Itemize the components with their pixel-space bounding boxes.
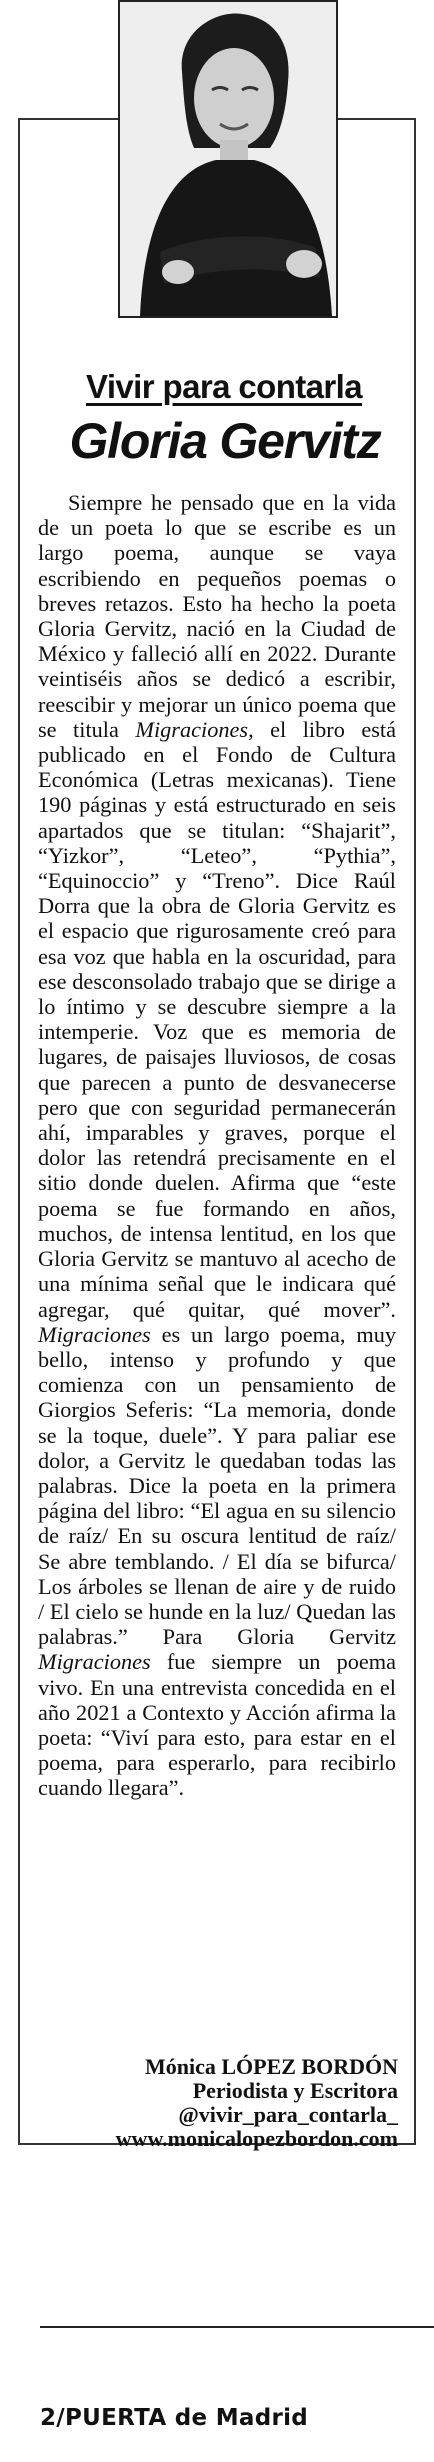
body-text-part: fue siempre un poema vivo. En una entrevista concedida en el año 2021 a Contexto y Acción afirma la poeta: “Viví para esto, para estar en el poema, para esperarlo, para recibirlo cuando llegara”. <box>38 1649 396 1801</box>
book-title: Migraciones <box>38 1321 151 1347</box>
author-website: www.monicalopezbordon.com <box>115 2126 398 2151</box>
body-text-part: , el libro está publicado en el Fondo de Cultura Económica (Letras mexicanas). Tiene 190 páginas y está estructurado en seis apartados que se titulan: “Shajarit”, “Yizkor”, “Leteo”, “Pythia”, “Equinoccio” y “Treno”. Dice Raúl Dorra que la obra de Gloria Gervitz es el espacio que rigurosamente creó para esa voz que habla en la oscuridad, para ese desconsolado trabajo que se dirige a lo íntimo y se descubre siempre a la intemperie. Voz que es memoria de lugares, de paisajes lluviosos, de cosas que parecen a punto de desvanecerse pero que con seguridad permanecerán ahí, imparables y graves, porque el dolor las retendrá precisamente en el sitio donde duelen. Afirma que “este poema se fue formando en años, muchos, de intensa lentitud, en los que Gloria Gervitz se mantuvo al acecho de una mínima señal que le indicara qué agregar, qué quitar, qué mover”. <box>38 716 396 1322</box>
author-name: Mónica LÓPEZ BORDÓN <box>144 2054 398 2079</box>
body-text-part: es un largo poema, muy bello, intenso y profundo y que comienza con un pensamiento de Giorgios Seferis: “La memoria, donde se la toque, duele”. Y para paliar ese dolor, a Gervitz le quedaban todas las palabras. Dice la poeta en la primera página del libro: “El agua en su silencio de raíz/ En su oscura lentitud de raíz/ Se abre temblando. / El día se bifurca/ Los árboles se llenan de aire y de ruido / El cielo se hunde en la luz/ Quedan las palabras.” Para Gloria Gervitz <box>38 1321 396 1650</box>
author-photo <box>118 0 338 318</box>
body-text-part: Siempre he pensado que en la vida de un poeta lo que se escribe es un largo poema, aunque se vaya escribiendo en pequeños poemas o breves retazos. Esto ha hecho la poeta Gloria Gervitz, nació en la Ciudad de México y falleció allí en 2022. Durante veintiséis años se dedicó a escribir, reescibir y mejorar un único poema que se titula <box>38 490 396 742</box>
author-role: Periodista y Escritora <box>192 2078 398 2103</box>
book-title: Migraciones <box>135 716 249 742</box>
author-handle: @vivir_para_contarla_ <box>178 2102 398 2127</box>
author-signature <box>30 2055 398 2151</box>
article-body <box>38 490 396 1801</box>
footer-divider <box>40 2326 434 2328</box>
article-title: Gloria Gervitz <box>69 413 381 469</box>
column-section-label: Vivir para contarla <box>86 368 362 405</box>
book-title: Migraciones <box>38 1649 151 1675</box>
page-footer-label: 2/PUERTA de Madrid <box>40 2405 309 2431</box>
